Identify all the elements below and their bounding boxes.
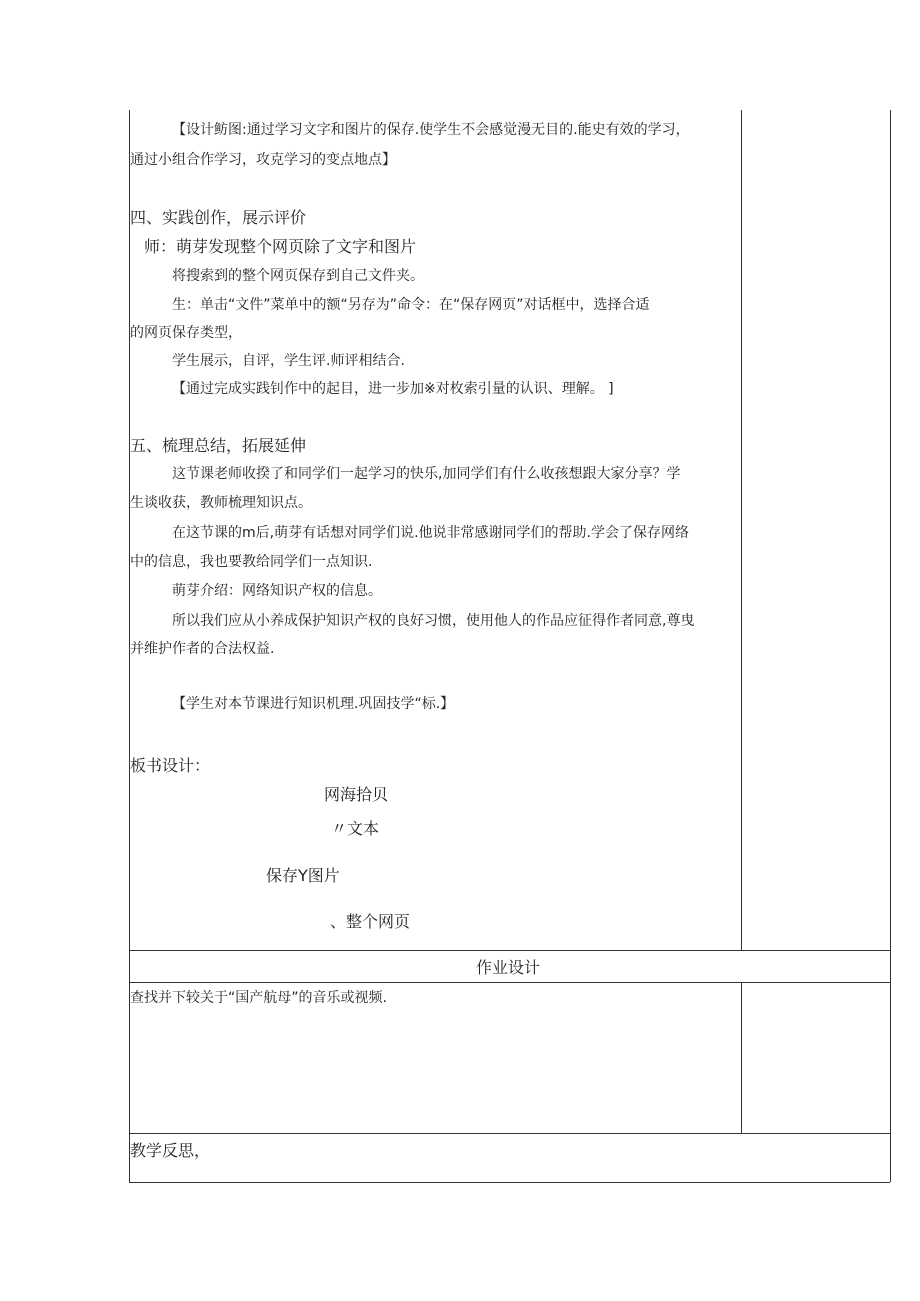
board-item-text: 〃文本	[331, 819, 380, 838]
section-4-paragraph: 将搜索到的整个网页保存到自己文件夹。	[172, 268, 424, 284]
board-title: 网海拾贝	[324, 785, 389, 804]
section-4-paragraph: 的网页保存类型，	[130, 325, 242, 341]
row-divider-homework-header	[129, 982, 890, 983]
board-design-label: 板书设计：	[130, 756, 211, 775]
row-divider-homework-bottom	[129, 1133, 890, 1134]
column-divider-top	[741, 110, 742, 950]
homework-content: 查找并下较关于“国产航母”的音乐或视频.	[130, 990, 387, 1006]
section-5-paragraph: 在这节课的m后,萌芽有话想对同学们说.他说非常感谢同学们的帮助.学会了保存网络	[172, 525, 689, 541]
reflection-label: 教学反思，	[130, 1141, 211, 1160]
homework-header: 作业设计	[476, 958, 541, 977]
section-5-paragraph: 所以我们应从小养成保护知识产权的良好习惯，使用他人的作品应征得作者同意,尊曳	[172, 613, 695, 629]
design-intent-line-2: 通过小组合作学习，攻克学习的变点地点】	[130, 152, 396, 168]
column-divider-homework	[741, 982, 742, 1133]
section-4-paragraph: 师：萌芽发现整个网页除了文字和图片	[144, 237, 417, 256]
section-5-paragraph: 并维护作者的合法权益.	[130, 641, 275, 657]
section-4-paragraph: 学生展示，自评，学生评.师评相结合.	[172, 353, 405, 369]
section-5-paragraph: 萌芽介绍：网络知识产权的信息。	[172, 583, 382, 599]
board-item-whole-page: 、整个网页	[330, 912, 411, 931]
section-4-paragraph: 生：单击“文件”菜单中的额“另存为”命令：在“保存网页”对话框中，选择合适	[172, 297, 650, 313]
section-5-paragraph: 中的信息，我也要教给同学们一点知识.	[130, 554, 373, 570]
table-border-bottom	[129, 1182, 890, 1183]
section-4-annotation: 【通过完成实践钊作中的起目，进一步加※对枚索引量的认识、理解。 ]	[172, 381, 614, 397]
section-4-heading: 四、实践创作，展示评价	[130, 208, 307, 227]
section-5-annotation: 【学生对本节课进行知识机理.巩固技学“标.】	[172, 696, 455, 712]
table-border-right	[890, 110, 891, 1182]
design-intent-line-1: 【设计鲂图:通过学习文字和图片的保存.使学生不会感觉漫无目的.能史有效的学习，	[172, 122, 690, 138]
section-5-heading: 五、梳理总结，拓展延伸	[130, 436, 307, 455]
row-divider-board-bottom	[129, 950, 890, 951]
section-5-paragraph: 生谈收获，教师梳理知识点。	[130, 495, 312, 511]
section-5-paragraph: 这节课老师收揆了和同学们一起学习的快乐,加同学们有什么收孩想跟大家分享？学	[172, 466, 681, 482]
board-item-save-image: 保存Y图片	[266, 866, 340, 885]
